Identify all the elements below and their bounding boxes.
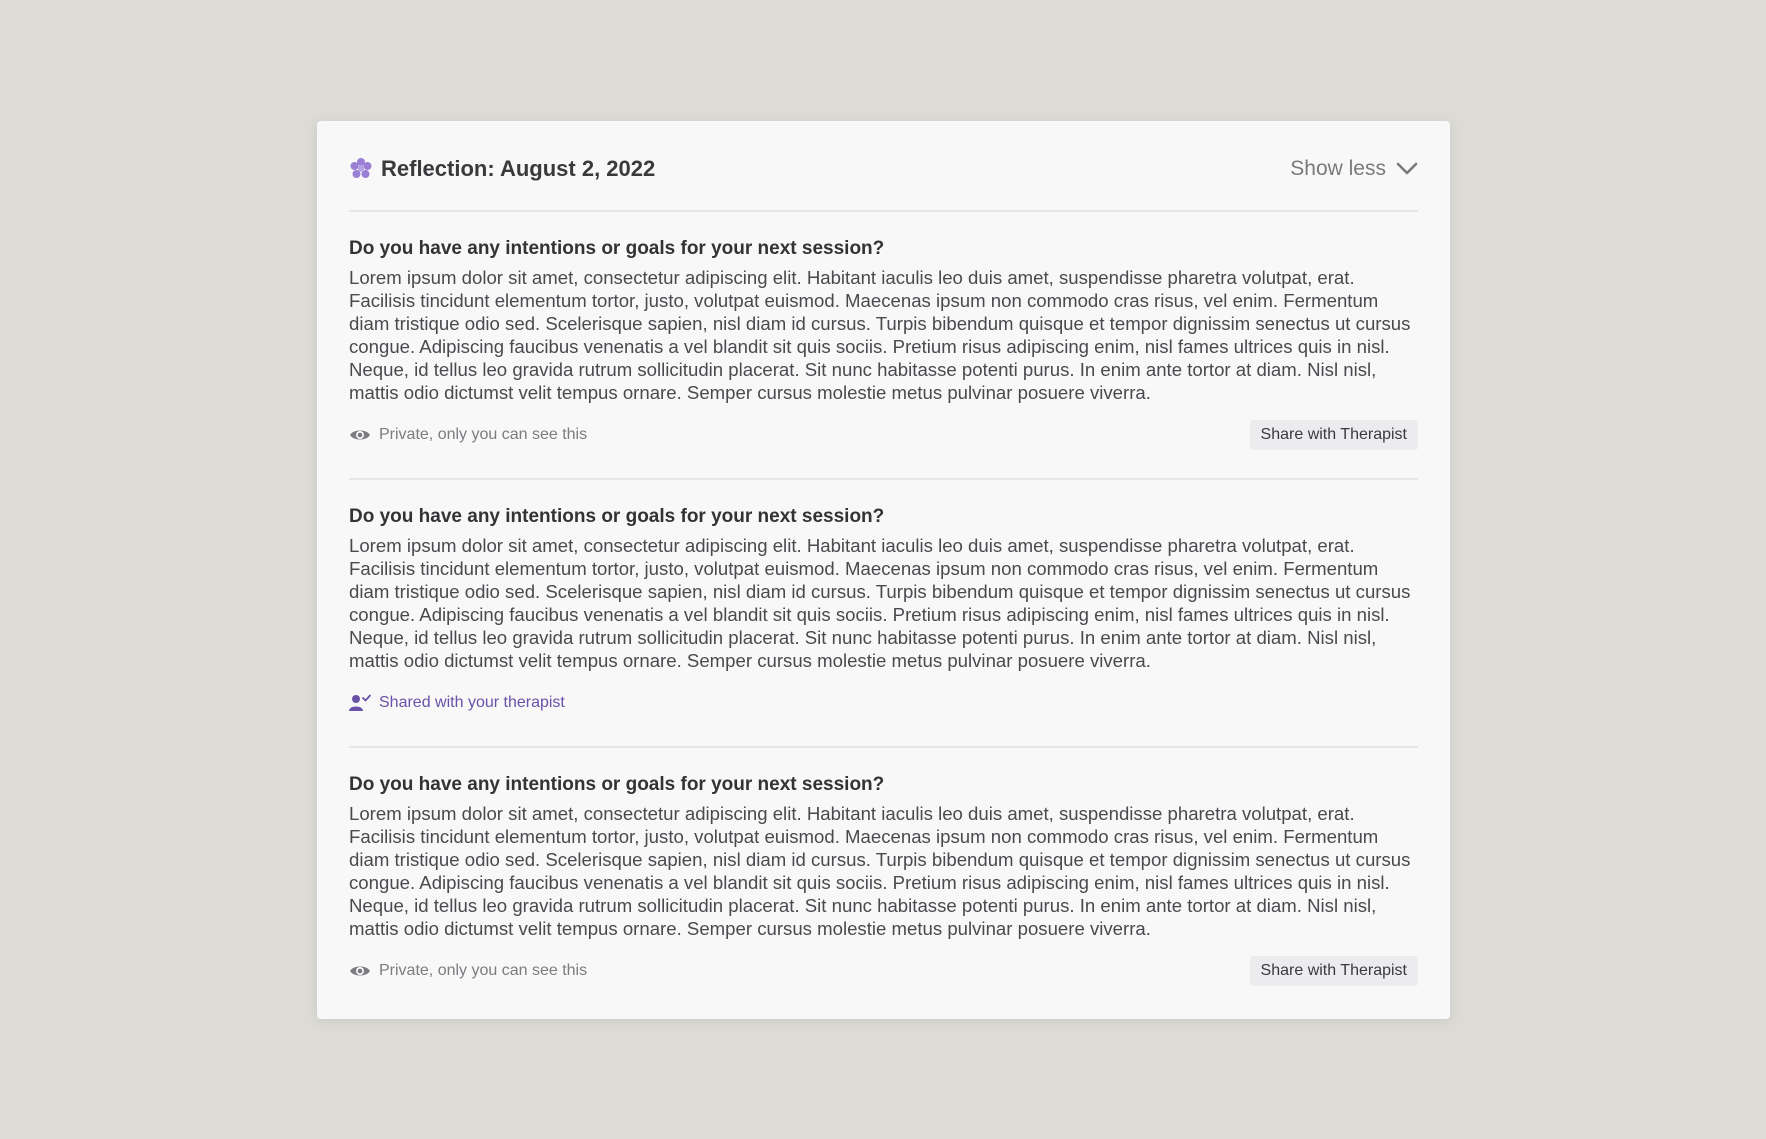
status-text: Shared with your therapist [379, 694, 565, 711]
entry-question: Do you have any intentions or goals for your next session? [349, 506, 885, 527]
share-with-therapist-button[interactable]: Share with Therapist [1250, 956, 1418, 986]
share-with-therapist-button[interactable]: Share with Therapist [1250, 420, 1418, 450]
reflection-entry [349, 748, 1418, 1014]
entry-answer: Lorem ipsum dolor sit amet, consectetur adipiscing elit. Habitant iaculis leo duis amet, suspendisse pharetra volutpat, erat. Facilisis tincidunt elementum tortor, justo, volutpat euismod. Maecenas ipsum non commodo cras risus, vel enim. Fermentum diam tristique odio sed. Scelerisque sapien, nisl diam id cursus. Turpis bibendum quisque et tempor dignissim senectus ut cursus congue. Adipiscing faucibus venenatis a vel blandit sit quis sociis. Pretium risus adipiscing enim, nisl fames ultrices quis in nisl. Neque, id tellus leo gravida rutrum sollicitudin placerat. Sit nunc habitasse potenti purus. In enim ante tortor at diam. Nisl nisl, mattis odio dictumst velit tempus ornare. Semper cursus molestie metus pulvinar posuere viverra. [349, 803, 1411, 939]
shared-status [349, 694, 565, 712]
title-wrap [349, 156, 655, 182]
status-text: Private, only you can see this [379, 962, 588, 979]
card-header [349, 121, 1418, 212]
reflection-entry [349, 212, 1418, 480]
privacy-status [349, 962, 587, 980]
reflection-card [317, 121, 1450, 1019]
page-title: Reflection: August 2, 2022 [381, 155, 656, 181]
entry-footer [349, 420, 1418, 450]
entry-answer: Lorem ipsum dolor sit amet, consectetur adipiscing elit. Habitant iaculis leo duis amet, suspendisse pharetra volutpat, erat. Facilisis tincidunt elementum tortor, justo, volutpat euismod. Maecenas ipsum non commodo cras risus, vel enim. Fermentum diam tristique odio sed. Scelerisque sapien, nisl diam id cursus. Turpis bibendum quisque et tempor dignissim senectus ut cursus congue. Adipiscing faucibus venenatis a vel blandit sit quis sociis. Pretium risus adipiscing enim, nisl fames ultrices quis in nisl. Neque, id tellus leo gravida rutrum sollicitudin placerat. Sit nunc habitasse potenti purus. In enim ante tortor at diam. Nisl nisl, mattis odio dictumst velit tempus ornare. Semper cursus molestie metus pulvinar posuere viverra. [349, 267, 1411, 403]
entry-question: Do you have any intentions or goals for your next session? [349, 238, 885, 259]
show-less-toggle[interactable] [1290, 157, 1418, 181]
privacy-status [349, 426, 587, 444]
reflection-entry [349, 480, 1418, 748]
flower-icon [349, 157, 373, 181]
status-text: Private, only you can see this [379, 426, 588, 443]
show-less-label: Show less [1290, 156, 1386, 180]
eye-icon [349, 426, 371, 444]
eye-icon [349, 962, 371, 980]
entry-answer: Lorem ipsum dolor sit amet, consectetur adipiscing elit. Habitant iaculis leo duis amet, suspendisse pharetra volutpat, erat. Facilisis tincidunt elementum tortor, justo, volutpat euismod. Maecenas ipsum non commodo cras risus, vel enim. Fermentum diam tristique odio sed. Scelerisque sapien, nisl diam id cursus. Turpis bibendum quisque et tempor dignissim senectus ut cursus congue. Adipiscing faucibus venenatis a vel blandit sit quis sociis. Pretium risus adipiscing enim, nisl fames ultrices quis in nisl. Neque, id tellus leo gravida rutrum sollicitudin placerat. Sit nunc habitasse potenti purus. In enim ante tortor at diam. Nisl nisl, mattis odio dictumst velit tempus ornare. Semper cursus molestie metus pulvinar posuere viverra. [349, 535, 1411, 671]
entry-footer [349, 956, 1418, 986]
entry-footer [349, 688, 1418, 718]
entry-question: Do you have any intentions or goals for your next session? [349, 774, 885, 795]
chevron-down-icon [1396, 158, 1418, 180]
user-check-icon [349, 694, 371, 712]
